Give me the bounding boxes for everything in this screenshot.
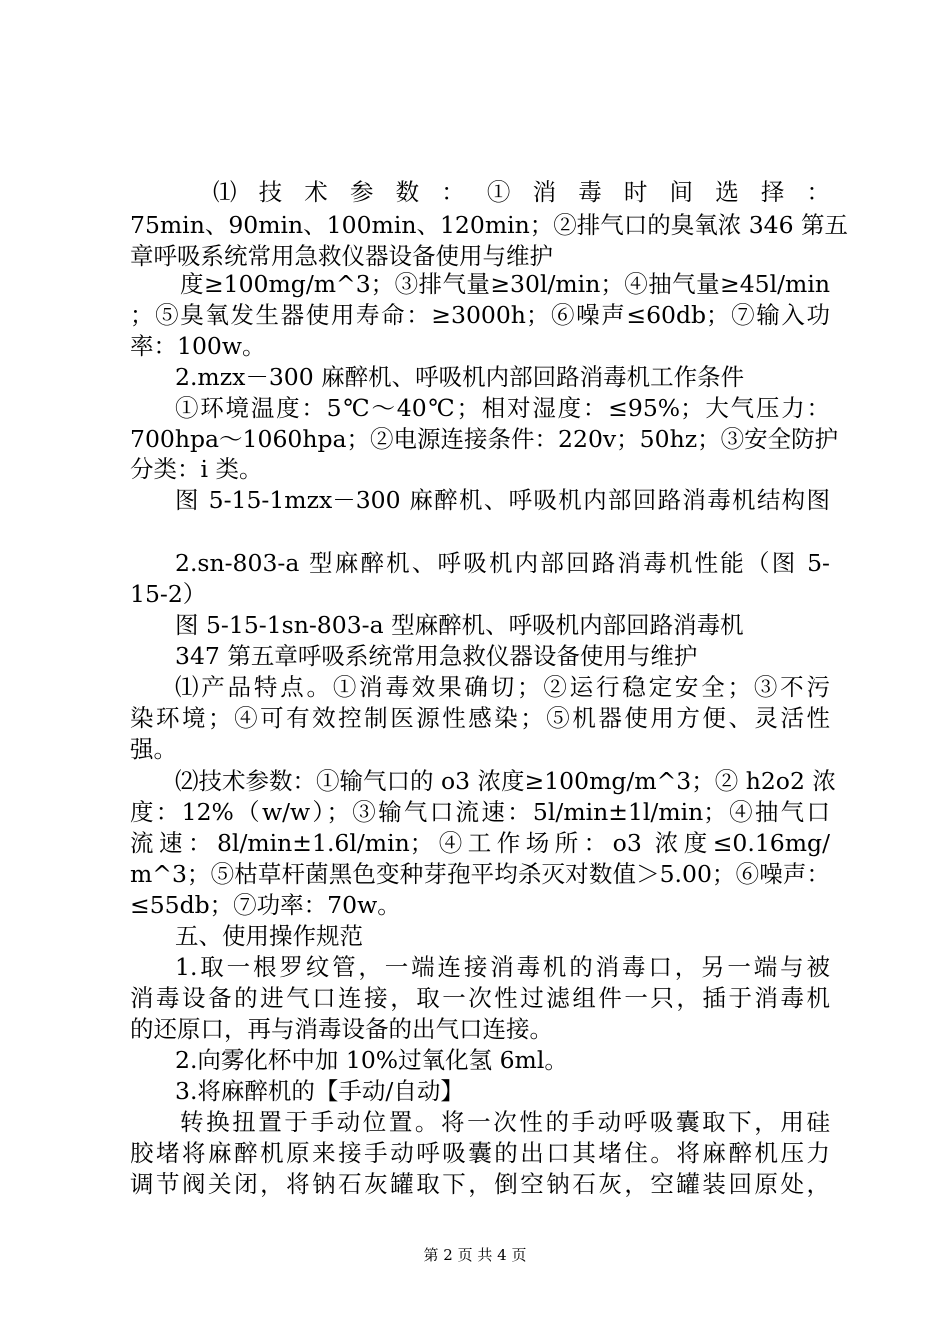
text-line: 15-2） xyxy=(130,580,207,608)
text-line: 分类：i 类。 xyxy=(130,455,263,483)
text-line: 染环境；④可有效控制医源性感染；⑤机器使用方便、灵活性 xyxy=(130,704,830,732)
text-line: 3.将麻醉机的【手动/自动】 xyxy=(175,1077,464,1105)
text-line: ①环境温度：5℃～40℃；相对湿度：≤95%；大气压力： xyxy=(175,394,830,422)
text-line: 75min、90min、100min、120min；②排气口的臭氧浓 346 第五 xyxy=(130,211,849,239)
text-line: 的还原口，再与消毒设备的出气口连接。 xyxy=(130,1015,553,1043)
text-line: 度≥100mg/m^3；③排气量≥30l/min；④抽气量≥45l/min xyxy=(180,270,830,298)
figure-caption: 图 5-15-1sn-803-a 型麻醉机、呼吸机内部回路消毒机 xyxy=(175,611,744,639)
section-heading: 五、使用操作规范 xyxy=(175,922,363,950)
text-line: ≤55db；⑦功率：70w。 xyxy=(130,891,401,919)
text-line: 2.向雾化杯中加 10%过氧化氢 6ml。 xyxy=(175,1046,568,1074)
figure-caption: 图 5-15-1mzx－300 麻醉机、呼吸机内部回路消毒机结构图 xyxy=(175,486,830,514)
text-line: 消毒设备的进气口连接，取一次性过滤组件一只，插于消毒机 xyxy=(130,984,830,1012)
text-line: 率：100w。 xyxy=(130,332,266,360)
text-line: 2.mzx－300 麻醉机、呼吸机内部回路消毒机工作条件 xyxy=(175,363,745,391)
page-footer: 第 2 页 共 4 页 xyxy=(423,1246,527,1264)
text-line: ⑴产品特点。①消毒效果确切；②运行稳定安全；③不污 xyxy=(175,673,830,701)
section-heading: 2.sn-803-a 型麻醉机、呼吸机内部回路消毒机性能（图 5- xyxy=(175,549,830,577)
text-line: 章呼吸系统常用急救仪器设备使用与维护 xyxy=(130,242,553,270)
text-line: m^3；⑤枯草杆菌黑色变种芽孢平均杀灭对数值＞5.00；⑥噪声： xyxy=(130,860,830,888)
text-line: ⑴ 技 术 参 数 ： ① 消 毒 时 间 选 择 ： xyxy=(213,178,830,206)
text-line: ⑵技术参数：①输气口的 o3 浓度≥100mg/m^3；② h2o2 浓 xyxy=(175,767,836,795)
text-line: 流速：8l/min±1.6l/min；④工作场所：o3 浓度≤0.16mg/ xyxy=(130,829,830,857)
text-line: 强。 xyxy=(130,735,177,763)
text-line: 1.取一根罗纹管，一端连接消毒机的消毒口，另一端与被 xyxy=(175,953,830,981)
text-line: 转换扭置于手动位置。将一次性的手动呼吸囊取下，用硅 xyxy=(180,1108,830,1136)
text-line: 700hpa～1060hpa；②电源连接条件：220v；50hz；③安全防护 xyxy=(130,425,839,453)
text-line: 胶堵将麻醉机原来接手动呼吸囊的出口其堵住。将麻醉机压力 xyxy=(130,1139,830,1167)
text-line: 调节阀关闭，将钠石灰罐取下，倒空钠石灰，空罐装回原处， xyxy=(130,1170,830,1198)
text-line: 度：12%（w/w）；③输气口流速：5l/min±1l/min；④抽气口 xyxy=(130,798,830,826)
text-line: 347 第五章呼吸系统常用急救仪器设备使用与维护 xyxy=(175,642,698,670)
text-line: ；⑤臭氧发生器使用寿命：≥3000h；⑥噪声≤60db；⑦输入功 xyxy=(130,301,830,329)
